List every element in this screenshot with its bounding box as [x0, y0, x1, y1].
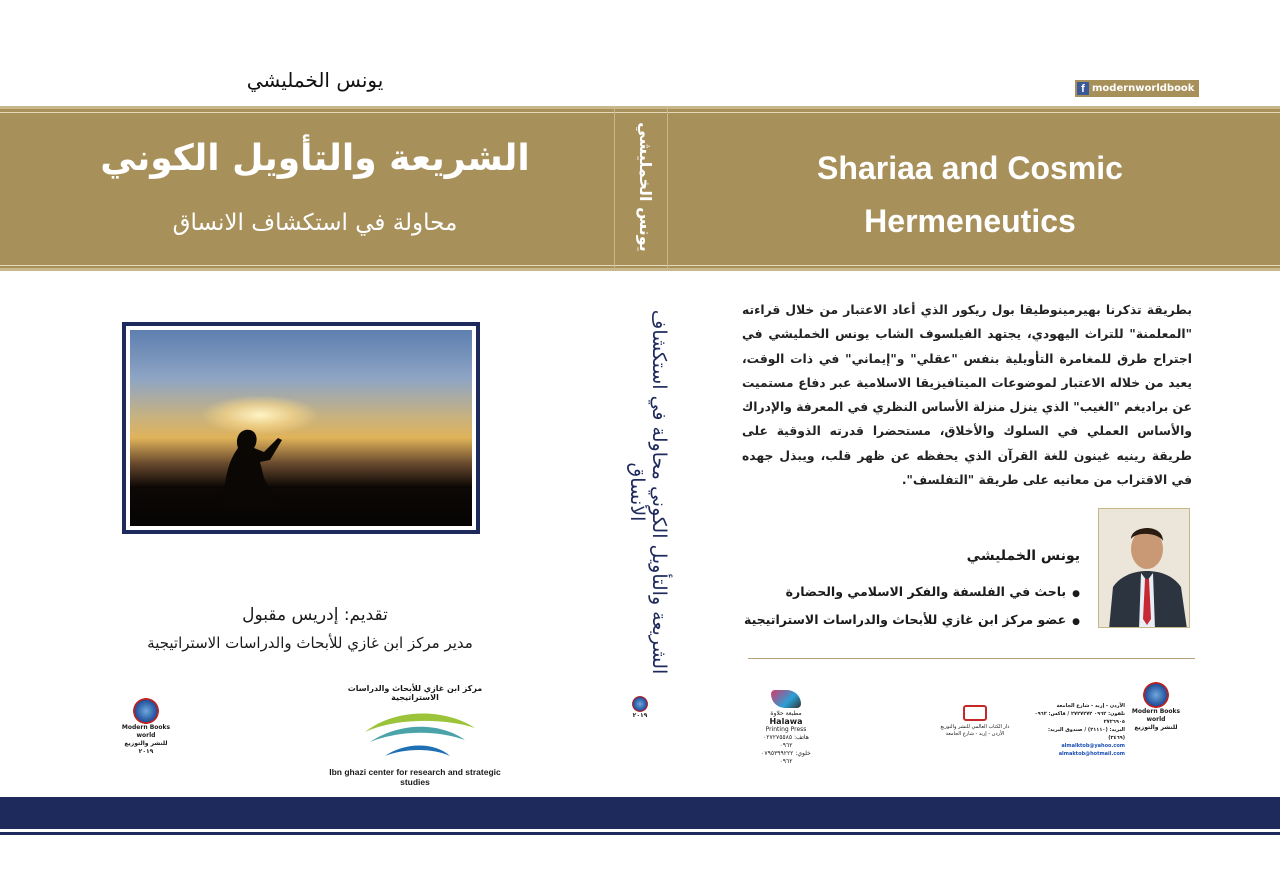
contact-phone: تلفون: ٠٩٦٢ ٢٧٢٧٢٧٢ / فاكس: ٠٩٦٢ ٢٧٢٦٩٠٥ — [1034, 711, 1125, 725]
publisher-name-ar: للنشر والتوزيع — [124, 740, 168, 747]
introduction-label: تقديم: إدريس مقبول — [242, 605, 388, 625]
dar-line2: الأردن - إربد - شارع الجامعة — [945, 731, 1005, 737]
title-arabic: الشريعة والتأويل الكوني — [100, 138, 530, 179]
social-badge[interactable] — [1075, 80, 1199, 97]
publisher-name-ar: للنشر والتوزيع — [1134, 724, 1178, 731]
spine-publisher-logo — [626, 696, 654, 720]
bio-item: ● عضو مركز ابن غازي للأبحاث والدراسات الاستراتيجية — [720, 608, 1080, 636]
contact-email1[interactable]: almalktob@yahoo.com — [1061, 743, 1125, 749]
title-english-line2: Hermeneutics — [864, 203, 1076, 239]
cover-photo-frame — [122, 322, 480, 534]
publisher-year: ٢٠١٩ — [138, 748, 154, 755]
halawa-name-en: Halawa — [769, 717, 803, 726]
halawa-phone1: هاتف: ٠٢٧٢٧٥٥٨٥ ٠٩٦٢ — [763, 734, 809, 749]
praying-figure-silhouette — [220, 408, 290, 508]
dar-emblem-icon — [963, 705, 987, 721]
bio-list — [720, 580, 1080, 636]
halawa-logo — [756, 690, 816, 765]
spine-year: ٢٠١٩ — [632, 712, 648, 719]
bio-item: ● باحث في الفلسفة والفكر الاسلامي والحضارة — [720, 580, 1080, 608]
publisher-logo-back — [1128, 682, 1184, 732]
publisher-name-en: Modern Books world — [121, 724, 171, 739]
ibn-ghazi-name-ar: مركز ابن غازي للأبحاث والدراسات الاستراتيجية — [347, 684, 483, 702]
gold-rule — [748, 658, 1195, 659]
bottom-stripe — [0, 797, 1280, 829]
publisher-contact — [1030, 702, 1125, 757]
title-english — [770, 142, 1170, 248]
introduction-role: مدير مركز ابن غازي للأبحاث والدراسات الاستراتيجية — [147, 634, 473, 652]
spine-author: يونس الخمليشي — [636, 122, 655, 252]
bottom-stripe-thin — [0, 832, 1280, 835]
author-photo — [1098, 508, 1190, 628]
publisher-globe-icon — [133, 698, 159, 724]
dar-logo — [935, 705, 1015, 749]
ibn-ghazi-name-en: Ibn ghazi center for research and strategic studies — [329, 767, 501, 787]
contact-email2[interactable]: almaktob@hotmail.com — [1058, 751, 1125, 757]
spine-divider-right — [667, 106, 668, 271]
cover-photo — [130, 330, 472, 526]
publisher-globe-icon — [1143, 682, 1169, 708]
dar-line1: دار الكتاب العالمي للنشر والتوزيع — [940, 724, 1010, 730]
halawa-sub: Printing Press — [765, 726, 807, 733]
author-top-name: يونس الخمليشي — [246, 68, 384, 92]
halawa-phone2: خلوي: ٠٧٩٥٣٩٩٢٢٢ ٠٩٦٢ — [761, 750, 811, 765]
subtitle-arabic: محاولة في استكشاف الانساق — [172, 210, 458, 236]
spine-title: الشريعة والتأويل الكوني محاولة في استكشاف الأنساق — [626, 309, 670, 675]
contact-address: الأردن - إربد - شارع الجامعة — [1056, 703, 1125, 709]
halawa-emblem-icon — [771, 690, 801, 708]
ibn-ghazi-logo — [325, 684, 505, 787]
halawa-name-ar: مطبعة حلاوة — [770, 710, 802, 717]
publisher-globe-icon — [632, 696, 648, 712]
ibn-ghazi-emblem-icon — [325, 698, 505, 768]
bio-name: يونس الخمليشي — [966, 548, 1080, 564]
author-portrait — [1099, 509, 1190, 628]
facebook-icon: f — [1077, 82, 1089, 95]
back-blurb: بطريقة تذكرنا بهيرمينوطيقا بول ريكور الذي أعاد الاعتبار من خلال قراءته "المعلمنة" للتراث اليهودي، يجتهد الفيلسوف الشاب يونس الخمليشي في اجتراح طرق للمغامرة التأويلية بنفس "عقلي" و"إيماني" في ذات الوقت، يعيد من خلاله الاعتبار لموضوعات الميتافيزيقا الاسلامية عبر دفاع مستميت عن براديغم "الغيب" الذي ينزل منزلة الأساس النظري في المعرفة والإدراك والأساس العملي في السلوك والأخلاق، مستحضرا قدرته الذوقية على طريقة رينيه غينون للغة القرآن الذي يحفظه عن ظهر قلب، ويبذل جهده في الاقتراب من معانيه على طريقة "التفلسف". — [742, 303, 1192, 488]
social-handle: modernworldbook — [1092, 83, 1195, 94]
title-english-line1: Shariaa and Cosmic — [817, 150, 1123, 186]
contact-po: البريد: (٢١١١٠) / صندوق البريد: (٣٤٦٩) — [1048, 727, 1125, 741]
spine-divider-left — [614, 106, 615, 271]
publisher-name-en: Modern Books world — [1131, 708, 1181, 723]
publisher-logo-front — [118, 698, 174, 756]
